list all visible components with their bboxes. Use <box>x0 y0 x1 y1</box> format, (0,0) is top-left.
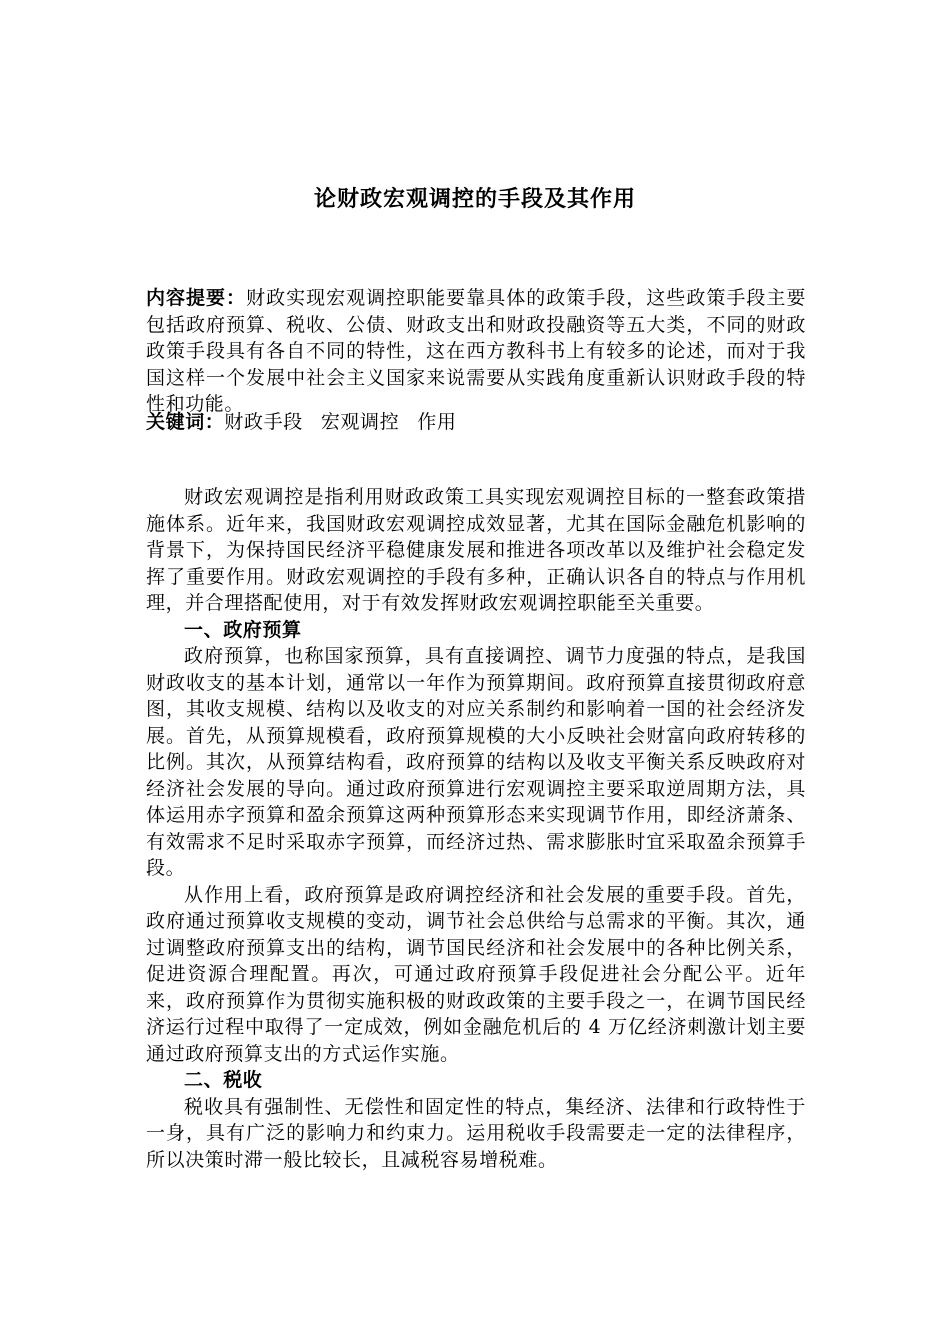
budget-paragraph-2: 从作用上看，政府预算是政府调控经济和社会发展的重要手段。首先，政府通过预算收支规模的变动，调节社会总供给与总需求的平衡。其次，通过调整政府预算支出的结构，调节国民经济和社会发展中的各种比例关系，促进资源合理配置。再次，可通过政府预算手段促进社会分配公平。近年来，政府预算作为贯彻实施积极的财政政策的主要手段之一，在调节国民经济运行过程中取得了一定成效，例如金融危机后的 4 万亿经济刺激计划主要通过政府预算支出的方式运作实施。 <box>146 883 806 1065</box>
document-body <box>146 484 806 1173</box>
keyword-item: 宏观调控 <box>320 411 400 433</box>
keyword-item: 作用 <box>417 411 457 433</box>
abstract-label: 内容提要： <box>146 287 247 309</box>
abstract <box>146 285 806 418</box>
keywords <box>146 409 806 436</box>
section-heading-tax: 二、税收 <box>184 1069 263 1091</box>
tax-paragraph-1: 税收具有强制性、无偿性和固定性的特点，集经济、法律和行政特性于一身，具有广泛的影响力和约束力。运用税收手段需要走一定的法律程序，所以决策时滞一般比较长，且减税容易增税难。 <box>146 1095 806 1171</box>
section-heading-budget: 一、政府预算 <box>184 618 302 641</box>
abstract-text: 财政实现宏观调控职能要靠具体的政策手段，这些政策手段主要包括政府预算、税收、公债、财政支出和财政投融资等五大类，不同的财政政策手段具有各自不同的特性，这在西方教科书上有较多的论述，而对于我国这样一个发展中社会主义国家来说需要从实践角度重新认识财政手段的特性和功能。 <box>146 287 806 415</box>
keyword-item: 财政手段 <box>224 411 303 433</box>
document-title: 论财政宏观调控的手段及其作用 <box>313 187 636 212</box>
intro-paragraph: 财政宏观调控是指利用财政政策工具实现宏观调控目标的一整套政策措施体系。近年来，我国财政宏观调控成效显著，尤其在国际金融危机影响的背景下，为保持国民经济平稳健康发展和推进各项改革以及维护社会稳定发挥了重要作用。财政宏观调控的手段有多种，正确认识各自的特点与作用机理，并合理搭配使用，对于有效发挥财政宏观调控职能至关重要。 <box>146 486 806 614</box>
keywords-label: 关键词： <box>146 411 225 433</box>
budget-paragraph-1: 政府预算，也称国家预算，具有直接调控、调节力度强的特点，是我国财政收支的基本计划，通常以一年作为预算期间。政府预算直接贯彻政府意图，其收支规模、结构以及收支的对应关系制约和影响着一国的社会经济发展。首先，从预算规模看，政府预算规模的大小反映社会财富向政府转移的比例。其次，从预算结构看，政府预算的结构以及收支平衡关系反映政府对经济社会发展的导向。通过政府预算进行宏观调控主要采取逆周期方法，具体运用赤字预算和盈余预算这两种预算形态来实现调节作用，即经济萧条、有效需求不足时采取赤字预算，而经济过热、需求膨胀时宜采取盈余预算手段。 <box>146 645 806 879</box>
